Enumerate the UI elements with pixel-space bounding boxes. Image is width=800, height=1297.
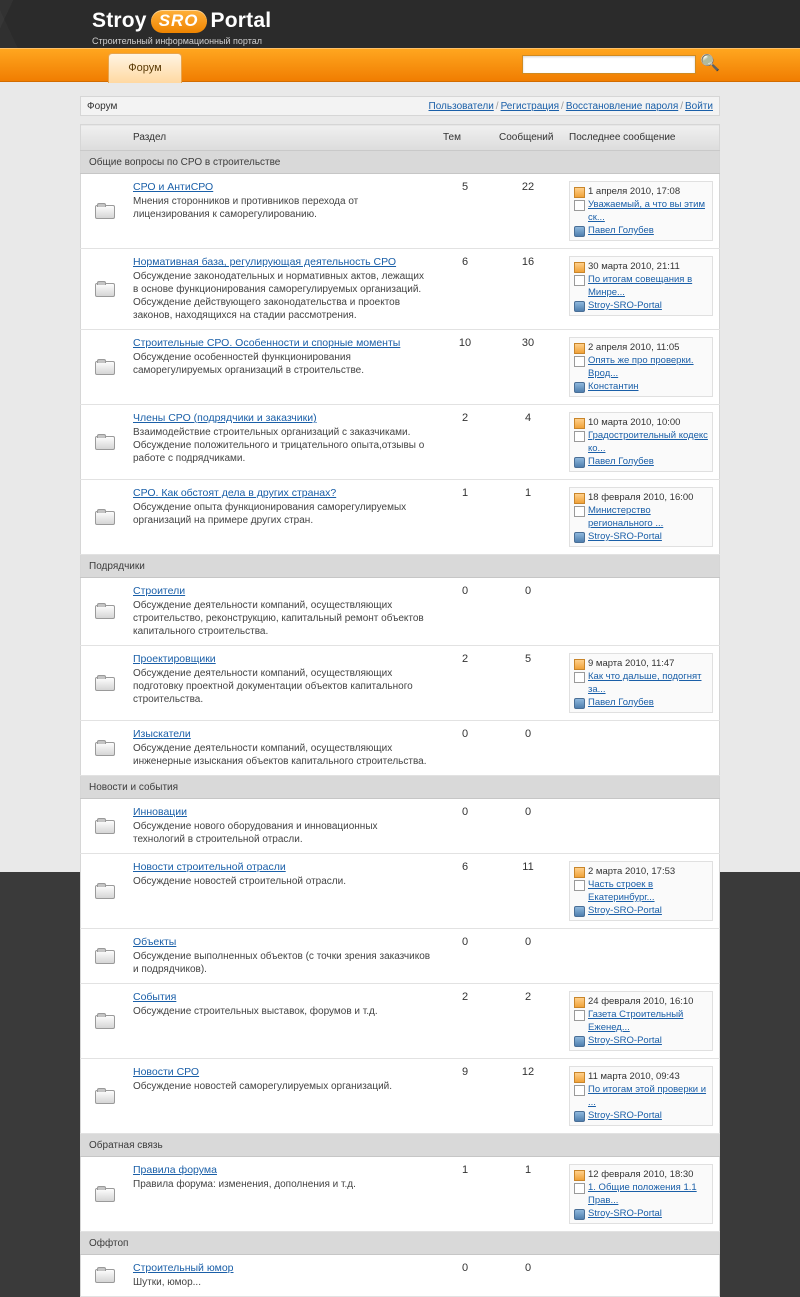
forum-link[interactable]: События (133, 991, 177, 1003)
forum-section-cell (127, 1157, 437, 1232)
last-post-cell (563, 578, 720, 646)
table-header-row (81, 125, 720, 151)
topics-count: 0 (437, 929, 493, 984)
last-post-user-row (574, 455, 708, 468)
user-icon (574, 1209, 585, 1220)
search-icon[interactable]: 🔍 (700, 55, 720, 72)
last-post-date-row (574, 1168, 708, 1181)
forum-description: Обсуждение выполненных объектов (с точки зрения заказчиков и подрядчиков). (133, 951, 431, 975)
col-topics: Тем (437, 125, 493, 151)
last-post-empty (569, 806, 713, 819)
col-section: Раздел (127, 125, 437, 151)
logo-badge: SRO (151, 10, 207, 33)
last-post-cell (563, 1157, 720, 1232)
table-row (81, 1157, 720, 1232)
folder-icon (95, 203, 114, 218)
last-post-date-row (574, 657, 708, 670)
last-post-topic-link[interactable]: Градостроительный кодекс ко... (588, 430, 708, 454)
last-post-date: 12 февраля 2010, 18:30 (588, 1169, 694, 1180)
last-post-user-link[interactable]: Павел Голубев (588, 456, 654, 467)
forum-icon-cell (81, 799, 128, 854)
folder-icon (95, 281, 114, 296)
topics-count: 6 (437, 249, 493, 330)
forum-group-header (81, 776, 720, 799)
last-post-cell (563, 1059, 720, 1134)
last-post-topic-link[interactable]: По итогам этой проверки и ... (588, 1084, 707, 1108)
logo-suffix: Portal (210, 9, 272, 32)
page-icon (574, 880, 585, 891)
last-post-topic-link[interactable]: Министерство регионального ... (588, 505, 664, 529)
forum-section-cell (127, 646, 437, 721)
table-row (81, 984, 720, 1059)
last-post-cell (563, 174, 720, 249)
link-users[interactable]: Пользователи (428, 100, 494, 112)
last-post-date: 10 марта 2010, 10:00 (588, 417, 681, 428)
forum-section-cell (127, 1255, 437, 1297)
folder-icon (95, 359, 114, 374)
forum-description: Правила форума: изменения, дополнения и т.д. (133, 1179, 356, 1190)
last-post-empty (569, 1262, 713, 1275)
arrow-icon (574, 262, 585, 273)
arrow-icon (574, 1072, 585, 1083)
last-post-user-link[interactable]: Stroy-SRO-Portal (588, 1110, 662, 1121)
last-post-topic-row (574, 1181, 708, 1207)
topics-count: 1 (437, 1157, 493, 1232)
last-post-cell (563, 929, 720, 984)
col-posts: Сообщений (493, 125, 563, 151)
forum-table-body (81, 151, 720, 1297)
arrow-icon (574, 343, 585, 354)
link-login[interactable]: Войти (685, 100, 713, 112)
last-post-topic-link[interactable]: По итогам совещания в Минре... (588, 274, 693, 298)
forum-icon-cell (81, 1255, 128, 1297)
last-post-user-row (574, 299, 708, 312)
user-icon (574, 906, 585, 917)
last-post-user-link[interactable]: Stroy-SRO-Portal (588, 1208, 662, 1219)
forum-link[interactable]: Новости строительной отрасли (133, 861, 286, 873)
forum-icon-cell (81, 984, 128, 1059)
forum-group-header (81, 1134, 720, 1157)
posts-count: 0 (493, 1255, 563, 1297)
folder-icon (95, 434, 114, 449)
last-post-topic-link[interactable]: Часть строек в Екатеринбург... (588, 879, 655, 903)
arrow-icon (574, 997, 585, 1008)
posts-count: 22 (493, 174, 563, 249)
forum-link[interactable]: Проектировщики (133, 653, 216, 665)
last-post-date: 11 марта 2010, 09:43 (588, 1071, 680, 1082)
forum-group-title: Общие вопросы по СРО в строительстве (81, 151, 720, 174)
forum-link[interactable]: Строители (133, 585, 186, 597)
last-post-cell (563, 799, 720, 854)
last-post-topic-link[interactable]: Как что дальше, подогнят за... (588, 671, 702, 695)
posts-count: 12 (493, 1059, 563, 1134)
forum-icon-cell (81, 721, 128, 776)
folder-icon (95, 948, 114, 963)
forum-icon-cell (81, 405, 128, 480)
last-post-date-row (574, 491, 708, 504)
last-post-date: 2 апреля 2010, 11:05 (588, 342, 680, 353)
last-post-cell (563, 480, 720, 555)
topics-count: 5 (437, 174, 493, 249)
content-area (80, 82, 720, 1297)
last-post-user-row (574, 1207, 708, 1220)
forum-description: Обсуждение новостей строительной отрасли. (133, 876, 347, 887)
table-row (81, 646, 720, 721)
posts-count: 4 (493, 405, 563, 480)
user-icon (574, 457, 585, 468)
last-post-box (569, 1164, 713, 1224)
forum-section-cell (127, 721, 437, 776)
forum-section-cell (127, 799, 437, 854)
forum-icon-cell (81, 1059, 128, 1134)
last-post-topic-row (574, 198, 708, 224)
table-row (81, 721, 720, 776)
last-post-user-link[interactable]: Stroy-SRO-Portal (588, 905, 662, 916)
topics-count: 2 (437, 646, 493, 721)
last-post-box (569, 653, 713, 713)
forum-link[interactable]: Строительный юмор (133, 1262, 234, 1274)
breadcrumb-separator: / (680, 100, 684, 112)
last-post-user-row (574, 696, 708, 709)
page-icon (574, 1085, 585, 1096)
page-icon (574, 1010, 585, 1021)
last-post-cell (563, 721, 720, 776)
folder-icon (95, 818, 114, 833)
site-logo[interactable] (92, 8, 392, 46)
last-post-date-row (574, 260, 708, 273)
topics-count: 0 (437, 721, 493, 776)
folder-icon (95, 1186, 114, 1201)
table-row (81, 249, 720, 330)
topics-count: 10 (437, 330, 493, 405)
last-post-user-link[interactable]: Stroy-SRO-Portal (588, 1035, 662, 1046)
posts-count: 1 (493, 480, 563, 555)
last-post-user-link[interactable]: Stroy-SRO-Portal (588, 531, 662, 542)
last-post-topic-row (574, 504, 708, 530)
posts-count: 0 (493, 721, 563, 776)
last-post-user-link[interactable]: Павел Голубев (588, 225, 654, 236)
posts-count: 2 (493, 984, 563, 1059)
last-post-topic-row (574, 670, 708, 696)
posts-count: 0 (493, 799, 563, 854)
forum-section-cell (127, 984, 437, 1059)
arrow-icon (574, 1170, 585, 1181)
search-box[interactable] (522, 55, 696, 74)
posts-count: 11 (493, 854, 563, 929)
folder-icon (95, 740, 114, 755)
last-post-box (569, 181, 713, 241)
forum-group-header (81, 151, 720, 174)
last-post-cell (563, 249, 720, 330)
breadcrumb-current: Форум (87, 100, 118, 112)
last-post-box (569, 1066, 713, 1126)
forum-section-cell (127, 405, 437, 480)
last-post-topic-row (574, 1008, 708, 1034)
last-post-date-row (574, 1070, 708, 1083)
logo-prefix: Stroy (92, 9, 147, 32)
col-icon (81, 125, 128, 151)
topics-count: 6 (437, 854, 493, 929)
last-post-topic-row (574, 429, 708, 455)
page-icon (574, 275, 585, 286)
last-post-cell (563, 330, 720, 405)
last-post-empty (569, 585, 713, 598)
topics-count: 0 (437, 799, 493, 854)
link-password-recovery[interactable]: Восстановление пароля (565, 100, 679, 112)
forum-section-cell (127, 854, 437, 929)
last-post-user-link[interactable]: Константин (588, 381, 639, 392)
table-row (81, 480, 720, 555)
last-post-date: 30 марта 2010, 21:11 (588, 261, 680, 272)
breadcrumb-separator: / (561, 100, 564, 112)
user-icon (574, 1111, 585, 1122)
forum-link[interactable]: Объекты (133, 936, 177, 948)
folder-icon (95, 1267, 114, 1282)
topics-count: 0 (437, 578, 493, 646)
last-post-user-link[interactable]: Stroy-SRO-Portal (588, 300, 662, 311)
last-post-user-row (574, 224, 708, 237)
forum-description: Обсуждение деятельности компаний, осуществляющих подготовку проектной документации объектов капитального строительства. (133, 668, 413, 705)
forum-link[interactable]: Члены СРО (подрядчики и заказчики) (133, 412, 317, 424)
forum-link[interactable]: Правила форума (133, 1164, 217, 1176)
page-icon (574, 506, 585, 517)
topics-count: 2 (437, 405, 493, 480)
table-row (81, 929, 720, 984)
table-row (81, 578, 720, 646)
last-post-box (569, 337, 713, 397)
folder-icon (95, 509, 114, 524)
folder-icon (95, 603, 114, 618)
topics-count: 9 (437, 1059, 493, 1134)
last-post-cell (563, 646, 720, 721)
user-icon (574, 1036, 585, 1047)
last-post-user-link[interactable]: Павел Голубев (588, 697, 654, 708)
user-icon (574, 301, 585, 312)
folder-icon (95, 1013, 114, 1028)
posts-count: 1 (493, 1157, 563, 1232)
forum-description: Обсуждение строительных выставок, форумов и т.д. (133, 1006, 378, 1017)
last-post-topic-link[interactable]: Газета Строительный Еженед... (588, 1009, 684, 1033)
forum-group-title: Новости и события (81, 776, 720, 799)
forum-section-cell (127, 249, 437, 330)
topics-count: 1 (437, 480, 493, 555)
forum-section-cell (127, 174, 437, 249)
forum-link[interactable]: СРО и АнтиСРО (133, 181, 214, 193)
table-row (81, 1059, 720, 1134)
last-post-user-row (574, 1109, 708, 1122)
forum-icon-cell (81, 249, 128, 330)
site-tagline: Строительный информационный портал (92, 36, 262, 46)
last-post-user-row (574, 1034, 708, 1047)
forum-link[interactable]: Изыскатели (133, 728, 191, 740)
forum-description: Обсуждение деятельности компаний, осуществляющих строительство, реконструкцию, капитальный ремонт объектов капитального строительства. (133, 600, 424, 637)
forum-description: Мнения сторонников и противников перехода от лицензирования к саморегулированию. (133, 196, 359, 220)
tab-forum[interactable]: Форум (108, 53, 182, 83)
last-post-topic-row (574, 273, 708, 299)
last-post-topic-link[interactable]: 1. Общие положения 1.1 Прав... (588, 1182, 697, 1206)
forum-table-head (81, 125, 720, 151)
main-navbar (0, 48, 800, 82)
forum-section-cell (127, 480, 437, 555)
forum-icon-cell (81, 174, 128, 249)
arrow-icon (574, 659, 585, 670)
forum-group-title: Оффтоп (81, 1232, 720, 1255)
last-post-topic-link[interactable]: Уважаемый, а что вы этим ск... (588, 199, 705, 223)
forum-description: Обсуждение нового оборудования и инновационных технологий в строительной отрасли. (133, 821, 378, 845)
last-post-date: 2 марта 2010, 17:53 (588, 866, 676, 877)
logo-line (92, 8, 392, 34)
arrow-icon (574, 418, 585, 429)
table-row (81, 799, 720, 854)
forum-table (80, 124, 720, 1297)
forum-section-cell (127, 1059, 437, 1134)
forum-group-header (81, 555, 720, 578)
forum-icon-cell (81, 929, 128, 984)
last-post-cell (563, 984, 720, 1059)
search-input[interactable] (523, 56, 695, 73)
forum-section-cell (127, 330, 437, 405)
last-post-user-row (574, 904, 708, 917)
table-row (81, 174, 720, 249)
posts-count: 5 (493, 646, 563, 721)
topics-count: 2 (437, 984, 493, 1059)
last-post-date: 1 апреля 2010, 17:08 (588, 186, 681, 197)
last-post-date-row (574, 185, 708, 198)
breadcrumb-separator: / (495, 100, 499, 112)
forum-group-header (81, 1232, 720, 1255)
forum-section-cell (127, 578, 437, 646)
last-post-cell (563, 1255, 720, 1297)
last-post-date: 9 марта 2010, 11:47 (588, 658, 675, 669)
forum-description: Обсуждение особенностей функционирования саморегулируемых организаций в строительстве. (133, 352, 364, 376)
forum-icon-cell (81, 646, 128, 721)
arrow-icon (574, 493, 585, 504)
forum-link[interactable]: Новости СРО (133, 1066, 200, 1078)
last-post-date: 24 февраля 2010, 16:10 (588, 996, 694, 1007)
last-post-date-row (574, 341, 708, 354)
link-register[interactable]: Регистрация (500, 100, 560, 112)
forum-link[interactable]: Нормативная база, регулирующая деятельность СРО (133, 256, 397, 268)
last-post-cell (563, 405, 720, 480)
forum-icon-cell (81, 1157, 128, 1232)
last-post-user-row (574, 530, 708, 543)
forum-icon-cell (81, 854, 128, 929)
user-icon (574, 532, 585, 543)
user-icon (574, 226, 585, 237)
folder-icon (95, 1088, 114, 1103)
forum-description: Шутки, юмор... (133, 1277, 201, 1288)
table-row (81, 330, 720, 405)
arrow-icon (574, 867, 585, 878)
forum-description: Обсуждение опыта функционирования саморегулируемых организаций на примере других стран. (133, 502, 407, 526)
posts-count: 0 (493, 578, 563, 646)
forum-icon-cell (81, 330, 128, 405)
posts-count: 0 (493, 929, 563, 984)
last-post-topic-link[interactable]: Опять же про проверки. Врод... (588, 355, 694, 379)
user-links (429, 101, 713, 112)
last-post-date-row (574, 995, 708, 1008)
user-icon (574, 382, 585, 393)
forum-description: Обсуждение новостей саморегулируемых организаций. (133, 1081, 393, 1092)
last-post-box (569, 861, 713, 921)
last-post-empty (569, 936, 713, 949)
forum-group-title: Обратная связь (81, 1134, 720, 1157)
last-post-empty (569, 728, 713, 741)
last-post-box (569, 991, 713, 1051)
page-icon (574, 431, 585, 442)
topics-count: 0 (437, 1255, 493, 1297)
last-post-user-row (574, 380, 708, 393)
last-post-cell (563, 854, 720, 929)
user-icon (574, 698, 585, 709)
folder-icon (95, 883, 114, 898)
last-post-topic-row (574, 354, 708, 380)
forum-icon-cell (81, 480, 128, 555)
last-post-topic-row (574, 1083, 708, 1109)
page-icon (574, 1183, 585, 1194)
breadcrumb (80, 96, 720, 116)
forum-link[interactable]: СРО. Как обстоят дела в других странах? (133, 487, 337, 499)
forum-group-title: Подрядчики (81, 555, 720, 578)
arrow-icon (574, 187, 585, 198)
table-row (81, 1255, 720, 1297)
last-post-box (569, 412, 713, 472)
forum-link[interactable]: Строительные СРО. Особенности и спорные моменты (133, 337, 401, 349)
last-post-box (569, 256, 713, 316)
forum-description: Обсуждение деятельности компаний, осуществляющих инженерные изыскания объектов капитального строительства. (133, 743, 427, 767)
last-post-date: 18 февраля 2010, 16:00 (588, 492, 694, 503)
last-post-topic-row (574, 878, 708, 904)
page-icon (574, 356, 585, 367)
forum-icon-cell (81, 578, 128, 646)
forum-description: Обсуждение законодательных и нормативных актов, лежащих в основе функционирования саморегулируемых организаций. Обсуждение действующего законодательства и проектов законов, находящихся на стадии рассмотрения. (133, 271, 424, 321)
table-row (81, 405, 720, 480)
last-post-box (569, 487, 713, 547)
forum-link[interactable]: Инновации (133, 806, 188, 818)
page-icon (574, 672, 585, 683)
folder-icon (95, 675, 114, 690)
posts-count: 16 (493, 249, 563, 330)
page-icon (574, 200, 585, 211)
site-header (0, 0, 800, 48)
col-last-post: Последнее сообщение (563, 125, 720, 151)
table-row (81, 854, 720, 929)
forum-section-cell (127, 929, 437, 984)
forum-description: Взаимодействие строительных организаций с заказчиками. Обсуждение положительного и трицательного опыта,отзывы о работе с подрядчиками. (133, 427, 425, 464)
last-post-date-row (574, 416, 708, 429)
posts-count: 30 (493, 330, 563, 405)
